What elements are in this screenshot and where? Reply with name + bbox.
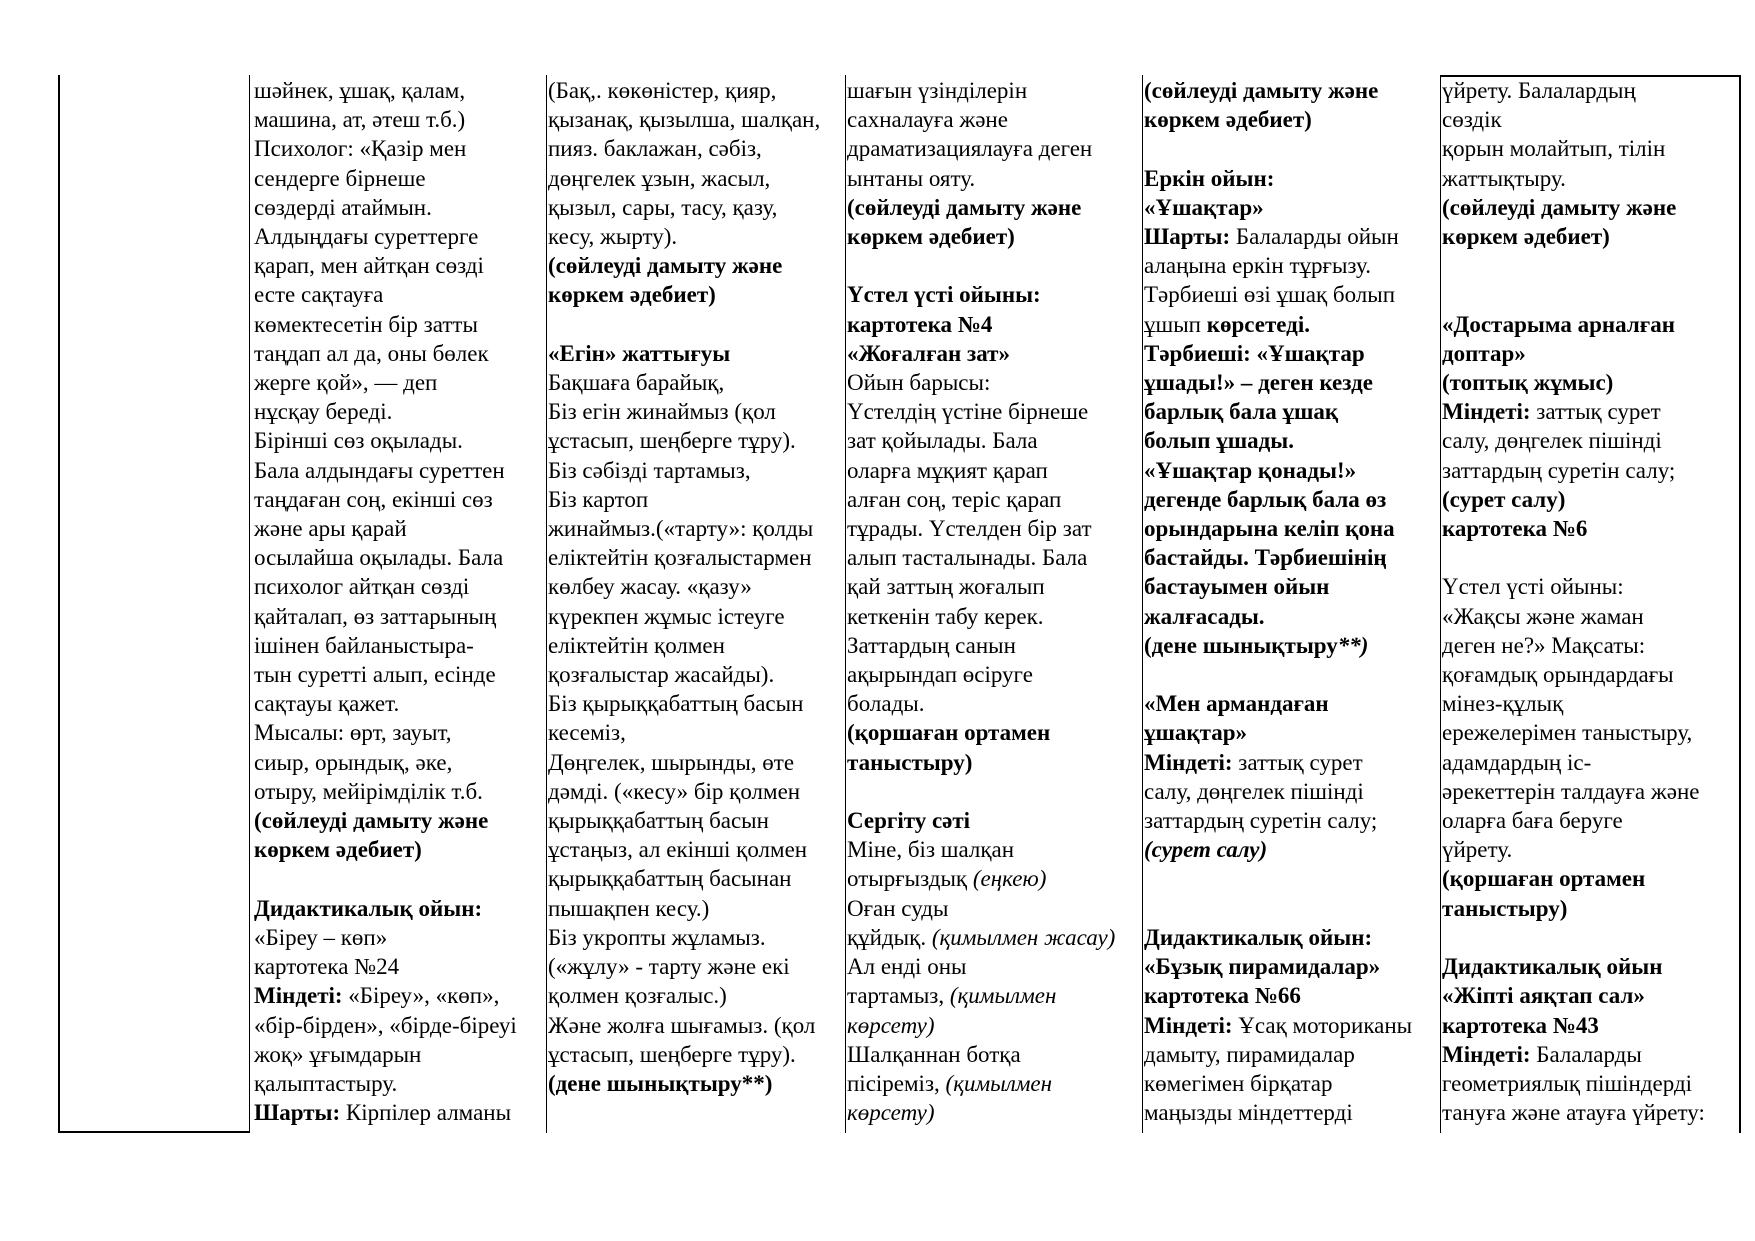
text-line: Сергіту сәті	[847, 808, 971, 834]
text-line: тын суретті алып, есінде	[254, 662, 496, 688]
text-line	[1144, 631, 1439, 660]
text-line	[1442, 397, 1738, 426]
text-line: картотека №66	[1144, 983, 1301, 1009]
text-segment: (еңкею)	[972, 866, 1047, 892]
text-segment: Міндеті:	[1144, 1012, 1233, 1038]
text-line: қоғамдық орындардағы	[1442, 662, 1674, 688]
column-divider-3	[845, 75, 846, 1133]
text-line: заттардың суретін салу;	[1442, 457, 1676, 483]
text-line: (сөйлеуді дамыту және	[548, 253, 783, 279]
text-line: болады.	[847, 691, 925, 717]
text-line: шағын үзінділерін	[847, 78, 1028, 103]
text-line: дегенде барлық бала өз	[1144, 486, 1387, 512]
text-line: салу, дөңгелек пішінді	[1442, 428, 1662, 454]
text-segment: құйдық.	[847, 924, 932, 950]
text-line: еліктейтін қолмен	[548, 632, 725, 658]
text-line: адамдардың іс-	[1442, 749, 1592, 775]
text-line	[254, 864, 544, 893]
text-line: орындарына келіп қона	[1144, 516, 1395, 542]
text-line: ережелерімен таныстыру,	[1442, 720, 1693, 746]
text-line: доптар»	[1442, 340, 1526, 366]
text-line	[1442, 923, 1738, 952]
text-line: үйрету. Балалардың	[1442, 78, 1636, 103]
text-segment: заттық сурет	[1232, 749, 1363, 775]
text-segment: **)	[1337, 632, 1369, 658]
text-line	[847, 251, 1141, 280]
text-segment: Шарты:	[254, 1100, 341, 1126]
text-line: картотека №43	[1442, 1012, 1599, 1038]
text-line: Еркін ойын:	[1144, 165, 1275, 191]
text-line: үйрету.	[1442, 837, 1513, 863]
text-line: Үстелдің үстіне бірнеше	[847, 399, 1089, 425]
text-line: жерге қой», — деп	[254, 370, 438, 396]
text-segment: заттық сурет	[1530, 399, 1661, 425]
table-right-border	[1739, 75, 1741, 1133]
text-line	[1442, 543, 1738, 572]
text-line: болып ұшады.	[1144, 428, 1295, 454]
text-line: ынтаны ояту.	[847, 165, 976, 191]
text-line: кесу, жырту).	[548, 224, 678, 250]
column-divider-2	[546, 75, 547, 1133]
text-segment: Кірпілер алманы	[340, 1100, 512, 1126]
text-line: көркем әдебиет)	[1144, 107, 1312, 133]
text-line: («жұлу» - тарту және екі	[548, 954, 790, 980]
text-line	[254, 1098, 544, 1127]
text-line: Біз сәбізді тартамыз,	[548, 457, 751, 483]
text-line: жаттықтыру.	[1442, 165, 1566, 191]
text-line: машина, ат, әтеш т.б.)	[254, 107, 466, 133]
text-line: мінез-құлық	[1442, 691, 1564, 717]
text-line: (дене шынықтыру**)	[548, 1070, 773, 1096]
text-line: Алдыңдағы суреттерге	[254, 224, 479, 250]
text-segment: Міндеті:	[254, 983, 343, 1009]
text-segment: Міндеті:	[1144, 749, 1233, 775]
text-line: «Ұшақтар»	[1144, 194, 1264, 220]
text-line: (сөйлеуді дамыту және	[847, 194, 1082, 220]
text-line: картотека №6	[1442, 516, 1588, 542]
text-line: ақырындап өсіруге	[847, 662, 1033, 688]
text-line: шәйнек, ұшақ, қалам,	[254, 78, 466, 103]
text-line: пияз. баклажан, сәбіз,	[548, 136, 762, 162]
text-line: оларға баға беруге	[1442, 808, 1623, 834]
text-segment: (қимылмен	[949, 983, 1057, 1009]
text-line: «Жақсы және жаман	[1442, 603, 1644, 629]
text-line: (Бақ,. көкөністер, қияр,	[548, 78, 777, 103]
text-segment: отырғыздық	[847, 866, 973, 892]
text-line: салу, дөңгелек пішінді	[1144, 778, 1364, 804]
text-line	[847, 864, 1141, 893]
text-line: психолог айтқан сөзді	[254, 574, 470, 600]
text-segment: Балаларды	[1530, 1041, 1642, 1067]
text-segment: тартамыз,	[847, 983, 950, 1009]
text-line: Бірінші сөз оқылады.	[254, 428, 463, 454]
text-line: Дидактикалық ойын:	[1144, 924, 1373, 950]
text-line	[548, 310, 844, 339]
text-line	[1144, 864, 1439, 893]
text-line	[1144, 134, 1439, 163]
text-line: қозғалыстар жасайды).	[548, 662, 775, 688]
text-line: Оған суды	[847, 895, 949, 921]
text-line: алған соң, теріс қарап	[847, 486, 1062, 512]
text-line: еліктейтін қозғалыстармен	[548, 545, 812, 571]
text-line: сақтауы қажет.	[254, 691, 400, 717]
text-line: геометриялық пішіндерді	[1442, 1070, 1693, 1096]
text-line: ұшақтар»	[1144, 720, 1248, 746]
text-line: Біз картоп	[548, 486, 649, 512]
text-line: (сөйлеуді дамыту және	[254, 808, 489, 834]
text-line: Тәрбиеші өзі ұшақ болып	[1144, 282, 1396, 308]
text-line: кесеміз,	[548, 720, 626, 746]
text-line: есте сақтауға	[254, 282, 384, 308]
text-line: қайталап, өз заттарының	[254, 603, 497, 629]
text-line: «Ұшақтар қонады!»	[1144, 457, 1357, 483]
text-line: Үстел үсті ойыны:	[847, 282, 1041, 308]
text-line: қызанақ, қызылша, шалқан,	[548, 107, 821, 133]
text-line: таныстыру)	[1442, 895, 1568, 921]
text-line: ұшады!» – деген кезде	[1144, 370, 1373, 396]
text-line: (сурет салу)	[1144, 837, 1268, 863]
text-line: Ойын барысы:	[847, 370, 991, 396]
column-2	[548, 76, 844, 1098]
text-line: (қоршаған ортамен	[847, 720, 1051, 746]
text-line: картотека №24	[254, 954, 400, 980]
text-line: Біз қырыққабаттың басын	[548, 691, 804, 717]
text-line: ұстасып, шеңберге тұру).	[548, 1041, 796, 1067]
text-line: дөңгелек ұзын, жасыл,	[548, 165, 771, 191]
text-segment: Ұсақ моториканы	[1232, 1012, 1413, 1038]
text-line: Бақшаға барайық,	[548, 370, 725, 396]
text-line: қырыққабаттың басынан	[548, 866, 792, 892]
text-line: Және жолға шығамыз. (қол	[548, 1012, 816, 1038]
text-segment: (дене шынықтыру	[1144, 632, 1338, 658]
text-line: сөздік	[1442, 107, 1502, 133]
text-line: қалыптастыру.	[254, 1070, 398, 1096]
text-line: драматизациялауға деген	[847, 136, 1093, 162]
text-line: сендерге бірнеше	[254, 165, 426, 191]
text-line: қорын молайтып, тілін	[1442, 136, 1666, 162]
text-segment: «Біреу», «көп»,	[342, 983, 500, 1009]
text-line: деген не?» Мақсаты:	[1442, 632, 1646, 658]
text-segment: пісіреміз,	[847, 1070, 946, 1096]
text-line: сөздерді атаймын.	[254, 194, 432, 220]
text-line: қарап, мен айтқан сөзді	[254, 253, 484, 279]
text-line: таныстыру)	[847, 749, 973, 775]
text-line: көркем әдебиет)	[254, 837, 422, 863]
text-line	[1144, 1011, 1439, 1040]
column-5	[1442, 76, 1738, 1127]
text-line: көмектесетін бір затты	[254, 311, 478, 337]
text-line: бастауымен ойын	[1144, 574, 1330, 600]
text-line	[847, 923, 1141, 952]
text-line: Дидактикалық ойын	[1442, 954, 1663, 980]
text-line: (сөйлеуді дамыту және	[1442, 194, 1677, 220]
text-line: (сөйлеуді дамыту және	[1144, 78, 1379, 103]
text-line: дәмді. («кесу» бір қолмен	[548, 778, 801, 804]
text-segment: көрсетеді.	[1206, 311, 1310, 337]
text-line: «Достарыма арналған	[1442, 311, 1675, 337]
text-line: алып тасталынады. Бала	[847, 545, 1088, 571]
text-line: сиыр, орындық, әке,	[254, 749, 453, 775]
column-divider-1	[249, 75, 250, 1133]
text-line: Дидактикалық ойын:	[254, 895, 483, 921]
text-line: тұрады. Үстелден бір зат	[847, 516, 1092, 542]
text-segment: ұшып	[1144, 311, 1207, 337]
text-line: «Жоғалған зат»	[847, 340, 1010, 366]
text-line: ішінен байланыстыра-	[254, 632, 474, 658]
text-line: қырыққабаттың басын	[548, 808, 769, 834]
table-bottom-border	[58, 1131, 250, 1133]
text-line: сахналауға және	[847, 107, 1008, 133]
text-line: Ал енді оны	[847, 954, 967, 980]
text-line: барлық бала ұшақ	[1144, 399, 1339, 425]
text-segment: Міндеті:	[1442, 1041, 1531, 1067]
text-line: Үстел үсті ойыны:	[1442, 574, 1624, 600]
text-segment: Балаларды ойын	[1230, 224, 1399, 250]
text-line: Міне, біз шалқан	[847, 837, 1015, 863]
text-line: бастайды. Тәрбиешінің	[1144, 545, 1387, 571]
text-line: маңызды міндеттерді	[1144, 1100, 1353, 1126]
text-line	[254, 981, 544, 1010]
text-segment: Міндеті:	[1442, 399, 1531, 425]
text-line: жоқ» ұғымдарын	[254, 1041, 422, 1067]
text-line: пышақпен кесу.)	[548, 895, 710, 921]
text-line: қызыл, сары, тасу, қазу,	[548, 194, 778, 220]
column-1	[254, 76, 544, 1127]
text-line	[847, 981, 1141, 1010]
text-line: зат қойылады. Бала	[847, 428, 1038, 454]
text-line: жинаймыз.(«тарту»: қолды	[548, 516, 814, 542]
column-divider-5	[1440, 75, 1441, 1133]
text-line: картотека №4	[847, 311, 993, 337]
text-line	[1144, 222, 1439, 251]
text-segment: (қимылмен жасау)	[931, 924, 1116, 950]
text-line	[1144, 894, 1439, 923]
text-line: және ары қарай	[254, 516, 407, 542]
text-line	[1442, 280, 1738, 309]
text-line: жалғасады.	[1144, 603, 1265, 629]
text-line	[1442, 1040, 1738, 1069]
text-line: оларға мұқият қарап	[847, 457, 1048, 483]
text-line: көркем әдебиет)	[1442, 224, 1610, 250]
text-line: қолмен қозғалыс.)	[548, 983, 727, 1009]
text-line: күрекпен жұмыс істеуге	[548, 603, 785, 629]
text-line: кеткенін табу керек.	[847, 603, 1044, 629]
text-line	[1144, 310, 1439, 339]
text-line: Заттардың санын	[847, 632, 1016, 658]
text-line: осылайша оқылады. Бала	[254, 545, 504, 571]
text-line: «бір-бірден», «бірде-біреуі	[254, 1012, 517, 1038]
text-line: көркем әдебиет)	[847, 224, 1015, 250]
text-line	[847, 1069, 1141, 1098]
text-line: (топтық жұмыс)	[1442, 370, 1614, 396]
text-line: Мысалы: өрт, зауыт,	[254, 720, 452, 746]
text-line: көрсету)	[847, 1012, 935, 1038]
column-3	[847, 76, 1141, 1127]
text-line: «Біреу – көп»	[254, 924, 388, 950]
text-line	[847, 777, 1141, 806]
text-line: әрекеттерін талдауға және	[1442, 778, 1700, 804]
text-line: алаңына еркін тұрғызу.	[1144, 253, 1371, 279]
text-line: дамыту, пирамидалар	[1144, 1041, 1355, 1067]
text-line: Біз укропты жұламыз.	[548, 924, 766, 950]
text-line: көркем әдебиет)	[548, 282, 716, 308]
text-line: тануға және атауға үйрету:	[1442, 1100, 1705, 1126]
column-divider-4	[1142, 75, 1143, 1133]
text-line: «Бұзық пирамидалар»	[1144, 954, 1381, 980]
text-line: (сурет салу)	[1442, 486, 1566, 512]
column-4	[1144, 76, 1439, 1127]
text-line: «Жіпті аяқтап сал»	[1442, 983, 1645, 1009]
text-line: ұстаңыз, ал екінші қолмен	[548, 837, 808, 863]
text-line: «Егін» жаттығуы	[548, 340, 731, 366]
text-line: Шалқаннан ботқа	[847, 1041, 1021, 1067]
text-line: Біз егін жинаймыз (қол	[548, 399, 776, 425]
text-line: Бала алдындағы суреттен	[254, 457, 505, 483]
text-line	[1144, 748, 1439, 777]
text-line: (қоршаған ортамен	[1442, 866, 1646, 892]
text-line: көлбеу жасау. «қазу»	[548, 574, 752, 600]
text-segment: Шарты:	[1144, 224, 1231, 250]
text-line: отыру, мейірімділік т.б.	[254, 778, 483, 804]
table-left-border	[58, 75, 60, 1133]
text-line: ұстасып, шеңберге тұру).	[548, 428, 796, 454]
text-line: Тәрбиеші: «Ұшақтар	[1144, 340, 1365, 366]
text-segment: (қимылмен	[945, 1070, 1053, 1096]
text-line: көрсету)	[847, 1100, 935, 1126]
text-line: қай заттың жоғалып	[847, 574, 1045, 600]
text-line: Психолог: «Қазір мен	[254, 136, 467, 162]
text-line: көмегімен бірқатар	[1144, 1070, 1333, 1096]
text-line: заттардың суретін салу;	[1144, 808, 1378, 834]
text-line	[1144, 660, 1439, 689]
text-line: «Мен армандаған	[1144, 691, 1329, 717]
text-line	[1442, 251, 1738, 280]
text-line: таңдап ал да, оны бөлек	[254, 340, 489, 366]
text-line: таңдаған соң, екінші сөз	[254, 486, 493, 512]
text-line: Дөңгелек, шырынды, өте	[548, 749, 795, 775]
text-line: нұсқау береді.	[254, 399, 393, 425]
